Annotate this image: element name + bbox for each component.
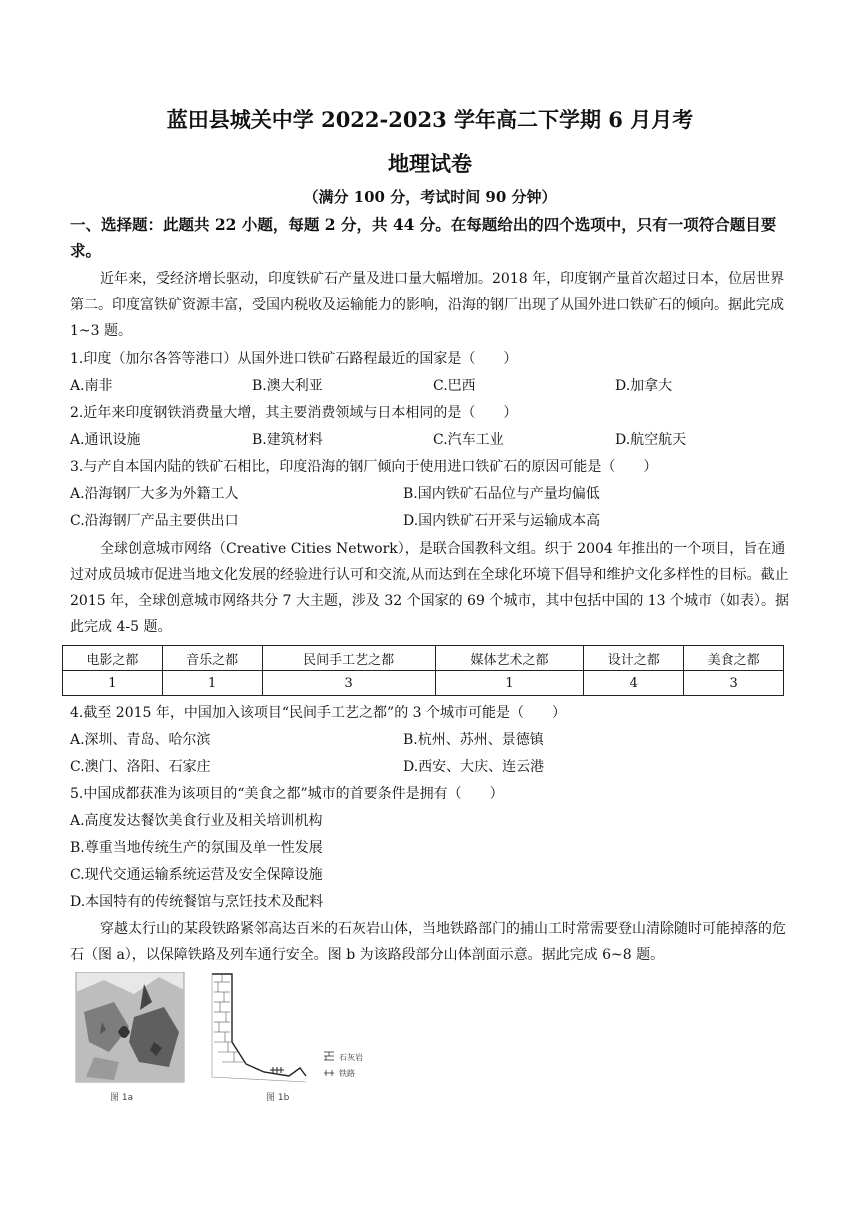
- figure-1b-caption: 图 1b: [266, 1093, 290, 1103]
- figure-1b-cross-section: [212, 974, 363, 1082]
- passage-3: 穿越太行山的某段铁路紧邻高达百米的石灰岩山体，当地铁路部门的捕山工时常需要登山清除随时可能掉落的危石（图 a），以保障铁路及列车通行安全。图 b 为该路段部分山体剖面示意。据此完成 6~8 题。: [70, 921, 786, 963]
- question-5-option-c: C.现代交通运输系统运营及安全保障设施: [70, 867, 323, 883]
- railway-legend-icon: [324, 1070, 334, 1076]
- table-header-cell: 民间手工艺之都: [262, 646, 435, 671]
- question-3-option-d: D.国内铁矿石开采与运输成本高: [403, 513, 601, 529]
- creative-cities-table: [62, 645, 784, 696]
- passage-1: 近年来，受经济增长驱动，印度铁矿石产量及进口量大幅增加。2018 年，印度钢产量首次超过日本，位居世界第二。印度富铁矿资源丰富，受国内税收及运输能力的影响，沿海的钢厂出现了从国外进口铁矿石的倾向。据此完成 1~3 题。: [70, 271, 785, 339]
- table-value-cell: 1: [63, 671, 163, 696]
- question-1-option-a: A.南非: [70, 378, 113, 394]
- limestone-legend-icon: [324, 1052, 334, 1060]
- question-4-stem: 4.截至 2015 年，中国加入该项目“民间手工艺之都”的 3 个城市可能是（ ）: [70, 705, 567, 721]
- question-4-option-c: C.澳门、洛阳、石家庄: [70, 759, 211, 775]
- figure-1a-caption: 图 1a: [110, 1093, 134, 1103]
- question-2-option-b: B.建筑材料: [252, 432, 323, 448]
- question-3-option-c: C.沿海钢厂产品主要供出口: [70, 513, 239, 529]
- question-2-option-a: A.通讯设施: [70, 432, 141, 448]
- table-value-row: [63, 671, 784, 696]
- question-2-stem: 2.近年来印度钢铁消费量大增，其主要消费领域与日本相同的是（ ）: [70, 405, 518, 421]
- question-1-stem: 1.印度（加尔各答等港口）从国外进口铁矿石路程最近的国家是（ ）: [70, 351, 518, 367]
- table-value-cell: 4: [584, 671, 684, 696]
- section-heading: 一、选择题：此题共 22 小题，每题 2 分，共 44 分。在每题给出的四个选项中，只有一项符合题目要求。: [70, 215, 777, 260]
- figure-1-illustrations: [74, 972, 404, 1112]
- passage-2: 全球创意城市网络（Creative Cities Network），是联合国教科文组。织于 2004 年推出的一个项目，旨在通过对成员城市促进当地文化发展的经验进行认可和交流,从而达到在全球化环境下倡导和维护文化多样性的目标。截止 2015 年，全球创意城市网络共分 7 大主题，涉及 32 个国家的 69 个城市，其中包括中国的 13 个城市（如表）。据此完成 4-5 题。: [70, 541, 790, 635]
- question-1-option-c: C.巴西: [433, 378, 476, 394]
- table-header-cell: 电影之都: [63, 646, 163, 671]
- exam-title: 蓝田县城关中学 2022-2023 学年高二下学期 6 月月考: [166, 107, 694, 132]
- question-4-option-a: A.深圳、青岛、哈尔滨: [70, 732, 211, 748]
- legend-railway-label: 铁路: [339, 1069, 355, 1078]
- question-5-stem: 5.中国成都获准为该项目的“美食之都”城市的首要条件是拥有（ ）: [70, 786, 504, 802]
- question-5-option-a: A.高度发达餐饮美食行业及相关培训机构: [70, 813, 323, 829]
- exam-info: （满分 100 分，考试时间 90 分钟）: [303, 188, 557, 206]
- figure-1a-photo: [76, 972, 184, 1082]
- table-header-cell: 音乐之都: [162, 646, 262, 671]
- table-value-cell: 3: [262, 671, 435, 696]
- question-5-option-b: B.尊重当地传统生产的氛围及单一性发展: [70, 840, 323, 856]
- question-1-option-b: B.澳大利亚: [252, 378, 323, 394]
- table-value-cell: 3: [684, 671, 784, 696]
- table-header-cell: 媒体艺术之都: [435, 646, 584, 671]
- table-header-cell: 美食之都: [684, 646, 784, 671]
- table-value-cell: 1: [162, 671, 262, 696]
- table-header-cell: 设计之都: [584, 646, 684, 671]
- railway-icon: [270, 1067, 284, 1073]
- question-2-option-c: C.汽车工业: [433, 432, 504, 448]
- question-4-option-d: D.西安、大庆、连云港: [403, 759, 545, 775]
- exam-subject: 地理试卷: [388, 151, 472, 176]
- question-2-option-d: D.航空航天: [615, 432, 687, 448]
- table-value-cell: 1: [435, 671, 584, 696]
- question-4-option-b: B.杭州、苏州、景德镇: [403, 732, 544, 748]
- question-3-option-a: A.沿海钢厂大多为外籍工人: [70, 486, 239, 502]
- legend-limestone-label: 石灰岩: [339, 1053, 363, 1062]
- question-3-stem: 3.与产自本国内陆的铁矿石相比，印度沿海的钢厂倾向于使用进口铁矿石的原因可能是（ ）: [70, 459, 658, 475]
- question-5-option-d: D.本国特有的传统餐馆与烹饪技术及配料: [70, 894, 324, 910]
- question-3-option-b: B.国内铁矿石品位与产量均偏低: [403, 486, 600, 502]
- question-1-option-d: D.加拿大: [615, 378, 673, 394]
- table-header-row: [63, 646, 784, 671]
